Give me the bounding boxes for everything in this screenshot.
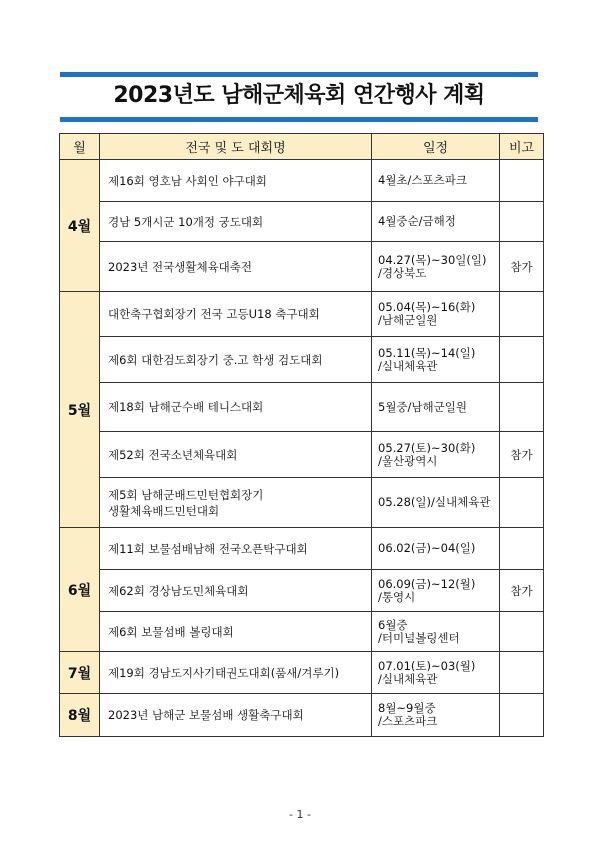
schedule-line: 06.09(금)~12(월) <box>378 576 476 591</box>
event-name-line: 대한축구협회장기 전국 고등U18 축구대회 <box>108 307 320 321</box>
table-row <box>60 292 544 337</box>
schedule-line: /실내체육관 <box>378 671 438 686</box>
schedule-line: /실내체육관 <box>378 358 438 373</box>
schedule-line: 05.11(목)~14(일) <box>378 345 476 360</box>
table-row <box>60 160 544 202</box>
page-number: - 1 - <box>289 808 311 821</box>
event-name-cell <box>100 694 372 737</box>
event-name-line: 생활체육배드민턴대회 <box>108 503 220 518</box>
schedule-line: /스포츠파크 <box>378 714 438 728</box>
note-cell <box>500 478 544 528</box>
event-name-line: 경남 5개시군 10개정 궁도대회 <box>108 214 264 229</box>
header-month: 월 <box>60 134 100 160</box>
schedule-line: 5월중/남해군일원 <box>378 399 467 414</box>
schedule-cell <box>372 432 500 478</box>
event-name-line: 제6회 보물섬배 볼링대회 <box>108 624 234 639</box>
title-banner <box>60 72 538 122</box>
schedule-line: /경상북도 <box>378 265 427 280</box>
table-header-row <box>60 134 544 160</box>
event-name-cell <box>100 292 372 337</box>
event-name-line: 제6회 대한검도회장기 중.고 학생 검도대회 <box>108 352 323 367</box>
schedule-cell <box>372 528 500 570</box>
schedule-line: 07.01(토)~03(월) <box>378 658 476 673</box>
note-cell <box>500 528 544 570</box>
schedule-cell <box>372 242 500 292</box>
schedule-cell <box>372 160 500 202</box>
note-cell: 참가 <box>500 570 544 612</box>
note-cell <box>500 383 544 432</box>
schedule-cell <box>372 337 500 383</box>
table-body <box>60 160 544 737</box>
event-name-cell <box>100 160 372 202</box>
table-row <box>60 383 544 432</box>
note-cell <box>500 202 544 242</box>
header-note: 비고 <box>500 134 544 160</box>
schedule-cell <box>372 383 500 432</box>
header-event: 전국 및 도 대회명 <box>100 134 372 160</box>
table-row <box>60 202 544 242</box>
event-name-cell <box>100 652 372 694</box>
event-name-line: 제5회 남해군배드민턴협회장기 <box>108 487 264 502</box>
table-row <box>60 242 544 292</box>
schedule-cell <box>372 570 500 612</box>
month-cell: 4월 <box>60 160 100 292</box>
month-cell: 7월 <box>60 652 100 694</box>
table-row <box>60 432 544 478</box>
schedule-line: 6월중 <box>378 617 408 632</box>
note-cell <box>500 652 544 694</box>
event-plan-table <box>59 133 544 737</box>
month-cell: 5월 <box>60 292 100 528</box>
note-cell: 참가 <box>500 242 544 292</box>
schedule-cell <box>372 292 500 337</box>
table-row <box>60 478 544 528</box>
schedule-line: 05.27(토)~30(화) <box>378 440 476 455</box>
schedule-line: 05.04(목)~16(화) <box>378 300 476 314</box>
month-cell: 6월 <box>60 528 100 652</box>
schedule-line: 4월초/스포츠파크 <box>378 173 467 187</box>
event-name-line: 제11회 보물섬배남해 전국오픈탁구대회 <box>108 541 308 556</box>
table-row <box>60 337 544 383</box>
table-row <box>60 652 544 694</box>
table-row <box>60 570 544 612</box>
event-name-cell <box>100 337 372 383</box>
event-name-line: 제52회 전국소년체육대회 <box>108 447 238 462</box>
schedule-line: /터미널볼링센터 <box>378 630 460 645</box>
event-name-cell <box>100 478 372 528</box>
event-name-line: 제19회 경남도지사기태권도대회(품새/겨루기) <box>108 665 340 680</box>
event-name-cell <box>100 242 372 292</box>
note-cell <box>500 160 544 202</box>
note-cell <box>500 337 544 383</box>
event-name-cell <box>100 202 372 242</box>
table-row <box>60 694 544 737</box>
document-title: 2023년도 남해군체육회 연간행사 계획 <box>113 83 485 108</box>
event-name-line: 제18회 남해군수배 테니스대회 <box>108 400 264 414</box>
table-row <box>60 612 544 652</box>
event-name-line: 2023년 남해군 보물섬배 생활축구대회 <box>108 708 304 722</box>
note-cell <box>500 612 544 652</box>
table-row <box>60 528 544 570</box>
schedule-line: 8월~9월중 <box>378 701 436 715</box>
note-cell <box>500 292 544 337</box>
event-name-cell <box>100 528 372 570</box>
schedule-line: 04.27(목)~30일(일) <box>378 252 487 267</box>
schedule-line: 4월중순/금해정 <box>378 214 456 228</box>
schedule-line: /울산광역시 <box>378 453 438 468</box>
schedule-cell <box>372 694 500 737</box>
schedule-line: 05.28(일)/실내체육관 <box>378 495 491 509</box>
event-name-cell <box>100 612 372 652</box>
note-cell: 참가 <box>500 432 544 478</box>
note-cell <box>500 694 544 737</box>
schedule-line: /통영시 <box>378 589 416 604</box>
event-name-cell <box>100 570 372 612</box>
schedule-cell <box>372 478 500 528</box>
schedule-cell <box>372 652 500 694</box>
title-bottom-rule <box>60 117 538 122</box>
event-name-line: 제62회 경상남도민체육대회 <box>108 583 249 598</box>
event-name-line: 2023년 전국생활체육대축전 <box>108 259 253 274</box>
schedule-line: 06.02(금)~04(일) <box>378 541 476 555</box>
month-cell: 8월 <box>60 694 100 737</box>
schedule-line: /남해군일원 <box>378 313 438 327</box>
event-name-cell <box>100 432 372 478</box>
header-schedule: 일정 <box>372 134 500 160</box>
event-name-line: 제16회 영호남 사회인 야구대회 <box>108 173 267 188</box>
schedule-cell <box>372 202 500 242</box>
event-name-cell <box>100 383 372 432</box>
schedule-cell <box>372 612 500 652</box>
